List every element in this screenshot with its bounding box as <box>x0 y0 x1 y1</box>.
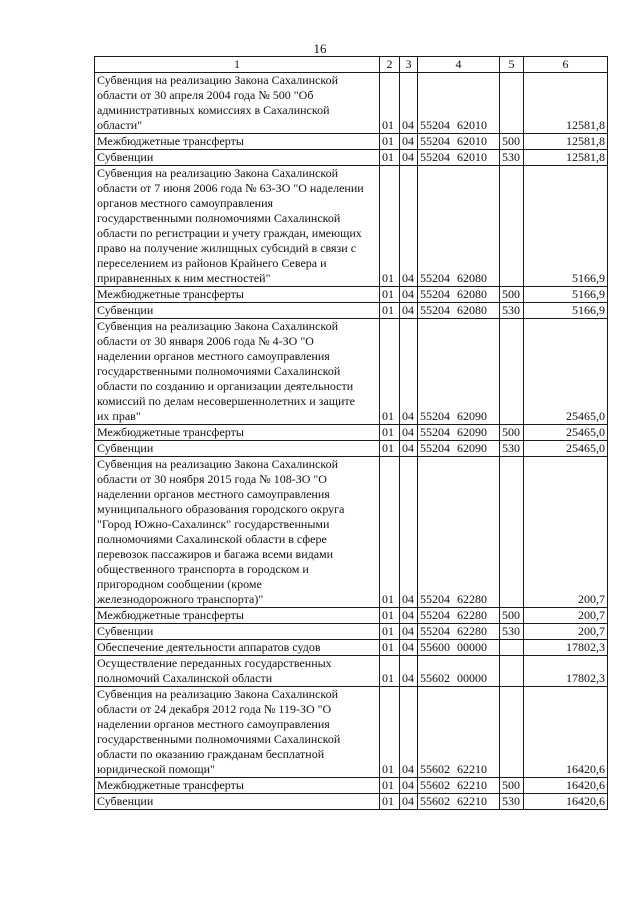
row-expense-type: 530 <box>500 624 524 640</box>
row-amount: 16420,6 <box>524 687 608 778</box>
row-subsection: 04 <box>400 608 418 624</box>
table-row <box>95 441 608 457</box>
row-amount: 17802,3 <box>524 656 608 687</box>
page-number: 16 <box>313 41 327 56</box>
row-name: Межбюджетные трансферты <box>95 134 380 150</box>
row-section: 01 <box>380 319 400 425</box>
table-row <box>95 425 608 441</box>
row-target-article: 55602 00000 <box>418 656 500 687</box>
row-target-article: 55602 62210 <box>418 687 500 778</box>
row-target-article: 55204 62280 <box>418 457 500 608</box>
row-subsection: 04 <box>400 441 418 457</box>
row-name: Межбюджетные трансферты <box>95 778 380 794</box>
row-expense-type: 530 <box>500 794 524 810</box>
table-row <box>95 134 608 150</box>
row-target-article: 55204 62080 <box>418 287 500 303</box>
row-name: Субвенции <box>95 441 380 457</box>
table-row <box>95 303 608 319</box>
row-subsection: 04 <box>400 150 418 166</box>
row-subsection: 04 <box>400 425 418 441</box>
row-target-article: 55204 62080 <box>418 303 500 319</box>
row-expense-type: 500 <box>500 608 524 624</box>
budget-table <box>94 56 608 810</box>
row-section: 01 <box>380 794 400 810</box>
row-name: Субвенции <box>95 794 380 810</box>
table-row <box>95 656 608 687</box>
row-name: Субвенции <box>95 624 380 640</box>
row-section: 01 <box>380 608 400 624</box>
column-header-target-article: 4 <box>418 57 500 73</box>
row-amount: 17802,3 <box>524 640 608 656</box>
row-section: 01 <box>380 73 400 134</box>
row-target-article: 55600 00000 <box>418 640 500 656</box>
row-expense-type: 500 <box>500 287 524 303</box>
row-expense-type <box>500 656 524 687</box>
row-subsection: 04 <box>400 794 418 810</box>
table-row <box>95 287 608 303</box>
row-name: Субвенция на реализацию Закона Сахалинской области от 7 июня 2006 года № 63-ЗО "О наделении органов местного самоуправления государственными полномочиями Сахалинской области по регистрации и учету граждан, имеющих право на получение жилищных субсидий в связи с переселением из районов Крайнего Севера и приравненных к ним местностей" <box>95 166 380 287</box>
row-target-article: 55602 62210 <box>418 778 500 794</box>
row-expense-type <box>500 166 524 287</box>
table-row <box>95 640 608 656</box>
row-name: Межбюджетные трансферты <box>95 608 380 624</box>
row-target-article: 55204 62090 <box>418 425 500 441</box>
column-header-subsection: 3 <box>400 57 418 73</box>
row-expense-type: 500 <box>500 425 524 441</box>
row-amount: 16420,6 <box>524 778 608 794</box>
row-section: 01 <box>380 656 400 687</box>
row-target-article: 55204 62010 <box>418 150 500 166</box>
table-row <box>95 73 608 134</box>
row-amount: 200,7 <box>524 608 608 624</box>
table-row <box>95 624 608 640</box>
row-target-article: 55204 62090 <box>418 319 500 425</box>
row-amount: 25465,0 <box>524 441 608 457</box>
table-row <box>95 319 608 425</box>
row-expense-type <box>500 687 524 778</box>
row-subsection: 04 <box>400 640 418 656</box>
row-expense-type: 530 <box>500 150 524 166</box>
row-name: Межбюджетные трансферты <box>95 287 380 303</box>
row-amount: 5166,9 <box>524 303 608 319</box>
row-subsection: 04 <box>400 457 418 608</box>
row-name: Субвенция на реализацию Закона Сахалинской области от 30 ноября 2015 года № 108-ЗО "О наделении органов местного самоуправления муниципального образования городского округа "Город Южно-Сахалинск" государственными полномочиями Сахалинской области в сфере перевозок пассажиров и багажа всеми видами общественного транспорта в городском и пригородном сообщении (кроме железнодорожного транспорта)" <box>95 457 380 608</box>
row-name: Субвенции <box>95 303 380 319</box>
row-section: 01 <box>380 287 400 303</box>
column-header-section: 2 <box>380 57 400 73</box>
row-subsection: 04 <box>400 624 418 640</box>
row-amount: 25465,0 <box>524 319 608 425</box>
table-row <box>95 687 608 778</box>
row-section: 01 <box>380 303 400 319</box>
row-name: Субвенция на реализацию Закона Сахалинской области от 30 января 2006 года № 4-ЗО "О наделении органов местного самоуправления государственными полномочиями Сахалинской области по созданию и организации деятельности комиссий по делам несовершеннолетних и защите их прав" <box>95 319 380 425</box>
row-name: Осуществление переданных государственных полномочий Сахалинской области <box>95 656 380 687</box>
row-target-article: 55204 62080 <box>418 166 500 287</box>
table-row <box>95 166 608 287</box>
table-row <box>95 150 608 166</box>
table-row <box>95 457 608 608</box>
row-expense-type <box>500 640 524 656</box>
row-subsection: 04 <box>400 287 418 303</box>
column-header-amount: 6 <box>524 57 608 73</box>
row-expense-type: 530 <box>500 441 524 457</box>
row-expense-type: 500 <box>500 134 524 150</box>
row-target-article: 55204 62280 <box>418 608 500 624</box>
row-subsection: 04 <box>400 73 418 134</box>
row-target-article: 55204 62280 <box>418 624 500 640</box>
row-amount: 5166,9 <box>524 287 608 303</box>
row-section: 01 <box>380 425 400 441</box>
row-target-article: 55602 62210 <box>418 794 500 810</box>
row-amount: 16420,6 <box>524 794 608 810</box>
table-row <box>95 608 608 624</box>
column-header-name: 1 <box>95 57 380 73</box>
row-subsection: 04 <box>400 778 418 794</box>
row-amount: 200,7 <box>524 624 608 640</box>
row-target-article: 55204 62010 <box>418 73 500 134</box>
row-target-article: 55204 62090 <box>418 441 500 457</box>
row-section: 01 <box>380 441 400 457</box>
row-target-article: 55204 62010 <box>418 134 500 150</box>
row-section: 01 <box>380 687 400 778</box>
row-name: Обеспечение деятельности аппаратов судов <box>95 640 380 656</box>
row-name: Субвенции <box>95 150 380 166</box>
header-row <box>95 57 608 73</box>
row-amount: 5166,9 <box>524 166 608 287</box>
row-name: Межбюджетные трансферты <box>95 425 380 441</box>
column-header-expense-type: 5 <box>500 57 524 73</box>
row-amount: 12581,8 <box>524 73 608 134</box>
row-subsection: 04 <box>400 319 418 425</box>
table-row <box>95 778 608 794</box>
row-amount: 12581,8 <box>524 150 608 166</box>
row-section: 01 <box>380 166 400 287</box>
row-section: 01 <box>380 640 400 656</box>
row-section: 01 <box>380 624 400 640</box>
row-subsection: 04 <box>400 656 418 687</box>
row-section: 01 <box>380 778 400 794</box>
row-amount: 12581,8 <box>524 134 608 150</box>
row-subsection: 04 <box>400 687 418 778</box>
row-amount: 25465,0 <box>524 425 608 441</box>
row-expense-type <box>500 319 524 425</box>
row-amount: 200,7 <box>524 457 608 608</box>
row-section: 01 <box>380 150 400 166</box>
row-subsection: 04 <box>400 303 418 319</box>
row-expense-type <box>500 73 524 134</box>
row-section: 01 <box>380 457 400 608</box>
row-expense-type <box>500 457 524 608</box>
row-name: Субвенция на реализацию Закона Сахалинской области от 24 декабря 2012 года № 119-ЗО "О наделении органов местного самоуправления государственными полномочиями Сахалинской области по оказанию гражданам бесплатной юридической помощи" <box>95 687 380 778</box>
row-section: 01 <box>380 134 400 150</box>
row-subsection: 04 <box>400 134 418 150</box>
row-name: Субвенция на реализацию Закона Сахалинской области от 30 апреля 2004 года № 500 "Об административных комиссиях в Сахалинской области" <box>95 73 380 134</box>
row-expense-type: 530 <box>500 303 524 319</box>
row-subsection: 04 <box>400 166 418 287</box>
table-row <box>95 794 608 810</box>
row-expense-type: 500 <box>500 778 524 794</box>
